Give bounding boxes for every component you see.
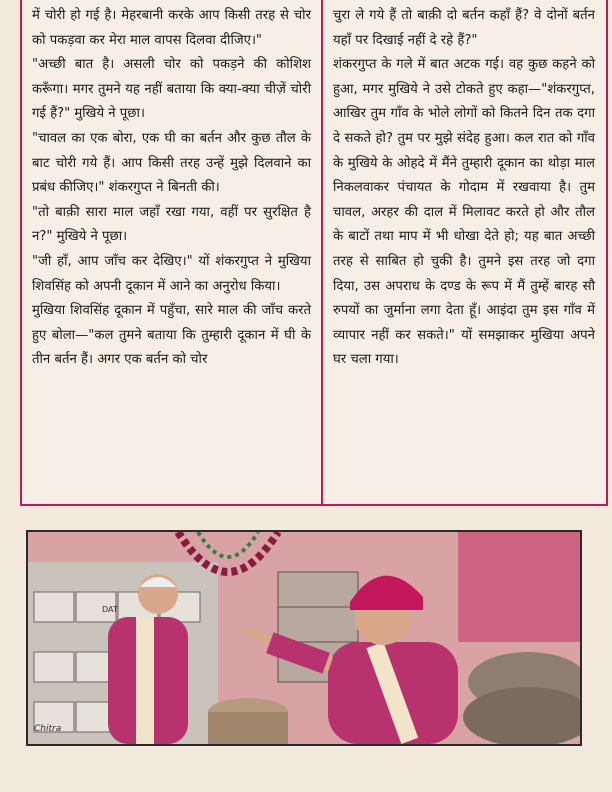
paragraph: मुखिया शिवसिंह दूकान में पहुँचा, सारे माल की जाँच करते हुए बोला—"कल तुमने बताया कि तुम्हारी दूकान में घी के तीन बर्तन हैं। अगर एक बर्तन को चोर <box>32 303 311 368</box>
paragraph: "अच्छी बात है। असली चोर को पकड़ने की कोशिश करूँगा। मगर तुमने यह नहीं बताया कि क्या-क्या चीज़ें चोरी गई हैं?" मुखिये ने पूछा। <box>32 57 311 122</box>
column-divider <box>321 0 323 504</box>
paragraph: शंकरगुप्त के गले में बात अटक गई। वह कुछ कहने को हुआ, मगर मुखिये ने उसे टोकते हुए कहा—"शंकरगुप्त, आखिर तुम गाँव के भोले लोगों को कितने दिन तक दगा दे सकते हो? तुम पर मुझे संदेह हुआ। कल रात को गाँव के मुखिये के ओहदे में मैंने तुम्हारी दूकान का थोड़ा माल निकलवाकर पंचायत के गोदाम में रखवाया है। तुम चावल, अरहर की दाल में मिलावट करते हो और तौल के बाटों तथा माप में भी धोखा देते हो; यह बात अच्छी तरह से साबित हो चुकी है। तुमने इस तरह जो दगा दिया, उस अपराध के दण्ड के रूप में मैं तुम्हें बारह सौ रुपयों का जुर्माना लगा देता हूँ। आइंदा तुम इस गाँव में व्यापार नहीं कर सकते।" यों समझाकर मुखिया अपने घर चला गया। <box>333 57 595 368</box>
story-text-frame <box>20 0 608 506</box>
paragraph: "तो बाक़ी सारा माल जहाँ रखा गया, वहीं पर सुरक्षित है न?" मुखिये ने पूछा। <box>32 204 311 245</box>
illustration-scene <box>28 532 580 744</box>
paragraph: "चावल का एक बोरा, एक घी का बर्तन और कुछ तौल के बाट चोरी गये हैं। आप किसी तरह उन्हें मुझे दिलवाने का प्रबंध कीजिए।" शंकरगुप्त ने बिनती की। <box>32 130 311 196</box>
paragraph: में चोरी हो गई है। मेहरबानी करके आप किसी तरह से चोर को पकड़वा कर मेरा माल वापस दिलवा दीजिए।" <box>32 8 311 48</box>
box-label: DAT <box>102 605 118 614</box>
artist-signature: Chitra <box>34 724 62 734</box>
story-column-left <box>32 4 311 373</box>
story-column-right <box>333 4 595 373</box>
paragraph: चुरा ले गये हैं तो बाक़ी दो बर्तन कहाँ हैं? वे दोनों बर्तन यहाँ पर दिखाई नहीं दे रहे हैं?" <box>333 8 595 48</box>
story-illustration <box>26 530 582 746</box>
paragraph: "जी हाँ, आप जाँच कर देखिए।" यों शंकरगुप्त ने मुखिया शिवसिंह को अपनी दूकान में आने का अनुरोध किया। <box>32 253 311 294</box>
